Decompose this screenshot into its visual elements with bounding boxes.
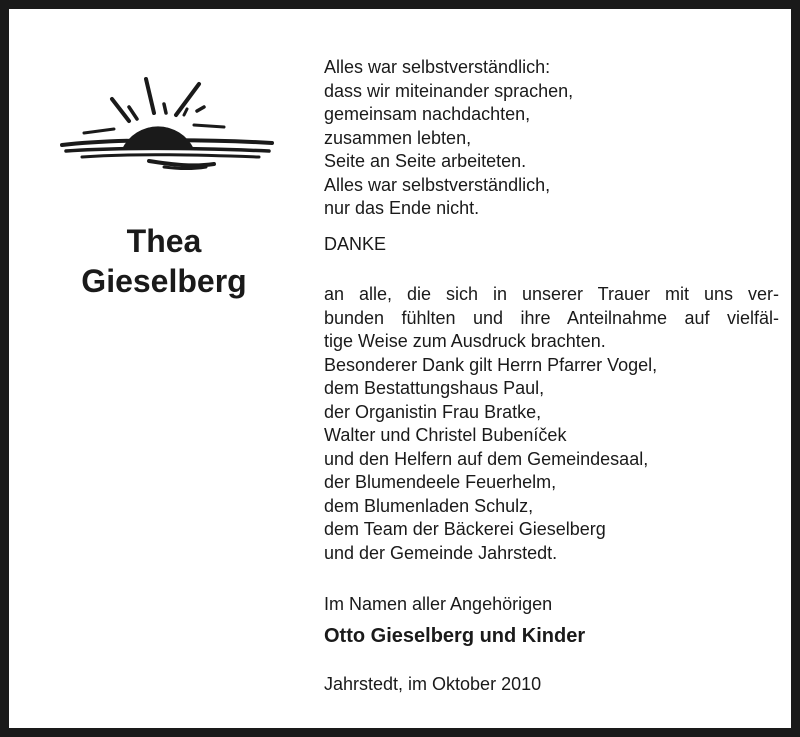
poem-line: Alles war selbstverständlich, xyxy=(324,174,551,195)
sunset-icon xyxy=(54,69,279,179)
thanks-line: bunden fühlten und ihre Anteilnahme auf vielfäl- xyxy=(324,307,779,328)
poem-line: gemeinsam nachdachten, xyxy=(324,104,531,124)
deceased-last-name: Gieselberg xyxy=(81,263,247,299)
thanks-line: und der Gemeinde Jahrstedt. xyxy=(324,542,558,563)
thanks-text xyxy=(324,283,779,565)
thanks-line: dem Bestattungshaus Paul, xyxy=(324,378,545,398)
poem xyxy=(324,56,573,221)
thanks-line: Besonderer Dank gilt Herrn Pfarrer Vogel, xyxy=(324,354,658,375)
place-date: Jahrstedt, im Oktober 2010 xyxy=(324,674,542,694)
closing-text: Im Namen aller Angehörigen xyxy=(324,594,553,614)
poem-line: Alles war selbstverständlich: xyxy=(324,57,551,77)
thanks-line: dem Team der Bäckerei Gieselberg xyxy=(324,519,606,539)
thanks-line: tige Weise zum Ausdruck brachten. xyxy=(324,331,606,351)
thanks-line: an alle, die sich in unserer Trauer mit uns ver- xyxy=(324,284,779,304)
poem-line: nur das Ende nicht. xyxy=(324,198,480,218)
thanks-heading: DANKE xyxy=(324,234,387,254)
thanks-line: dem Blumenladen Schulz, xyxy=(324,495,534,516)
signature: Otto Gieselberg und Kinder xyxy=(324,625,586,647)
poem-line: zusammen lebten, xyxy=(324,127,472,148)
deceased-first-name: Thea xyxy=(126,223,202,259)
thanks-line: Walter und Christel Bubeníček xyxy=(324,425,567,445)
poem-line: dass wir miteinander sprachen, xyxy=(324,80,574,101)
thanks-line: der Blumendeele Feuerhelm, xyxy=(324,472,557,492)
poem-line: Seite an Seite arbeiteten. xyxy=(324,151,527,171)
thanks-line: und den Helfern auf dem Gemeindesaal, xyxy=(324,448,649,469)
thanks-line: der Organistin Frau Bratke, xyxy=(324,401,542,422)
